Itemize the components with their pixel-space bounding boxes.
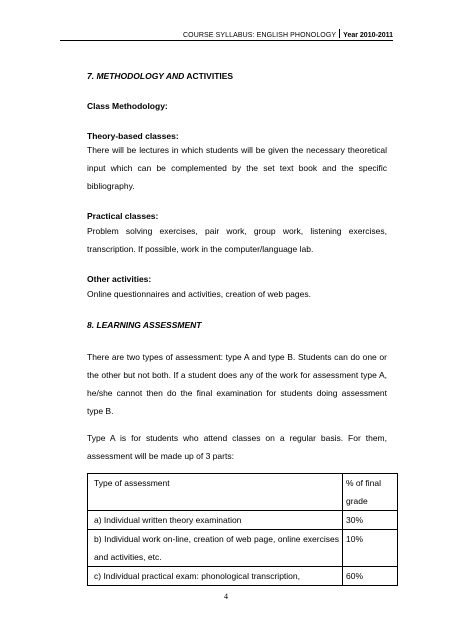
table-cell: a) Individual written theory examination — [88, 511, 343, 530]
header-rule — [60, 40, 393, 41]
class-methodology-heading: Class Methodology: — [87, 101, 168, 111]
table-cell: 30% — [343, 511, 398, 530]
course-title: COURSE SYLLABUS: ENGLISH PHONOLOGY — [183, 32, 337, 39]
table-row — [88, 511, 398, 530]
table-row — [88, 567, 398, 586]
table-header-row — [88, 474, 398, 511]
section-7-heading: 7. METHODOLOGY AND ACTIVITIES — [87, 71, 234, 81]
table-header-cell: Type of assessment — [88, 474, 343, 511]
section-8-heading: 8. LEARNING ASSESSMENT — [87, 320, 202, 330]
table-cell: b) Individual work on-line, creation of web page, online exercises and activities, etc. — [88, 530, 343, 567]
table-cell: 60% — [343, 567, 398, 586]
table-cell: 10% — [343, 530, 398, 567]
theory-classes-heading: Theory-based classes: — [87, 131, 179, 141]
table-cell: c) Individual practical exam: phonological transcription, — [88, 567, 343, 586]
other-activities-heading: Other activities: — [87, 274, 152, 284]
academic-year: Year 2010-2011 — [343, 32, 393, 39]
header-separator — [339, 29, 340, 38]
page-number: 4 — [224, 592, 228, 601]
table-header-cell: % of final grade — [343, 474, 398, 511]
theory-classes-text: There will be lectures in which students will be given the necessary theoretical input which can be complemented by the set text book and the specific bibliography. — [87, 145, 387, 191]
assessment-paragraph-2: Type A is for students who attend classes on a regular basis. For them, assessment will be made up of 3 parts: — [87, 433, 387, 461]
table-row — [88, 530, 398, 567]
assessment-paragraph-1: There are two types of assessment: type A and type B. Students can do one or the other but not both. If a student does any of the work for assessment type A, he/she cannot then do the final examination for students doing assessment type B. — [87, 352, 387, 416]
other-activities-text: Online questionnaires and activities, creation of web pages. — [87, 289, 311, 299]
practical-classes-text: Problem solving exercises, pair work, group work, listening exercises, transcription. If possible, work in the computer/language lab. — [87, 226, 387, 254]
practical-classes-heading: Practical classes: — [87, 211, 159, 221]
assessment-table — [87, 473, 398, 586]
